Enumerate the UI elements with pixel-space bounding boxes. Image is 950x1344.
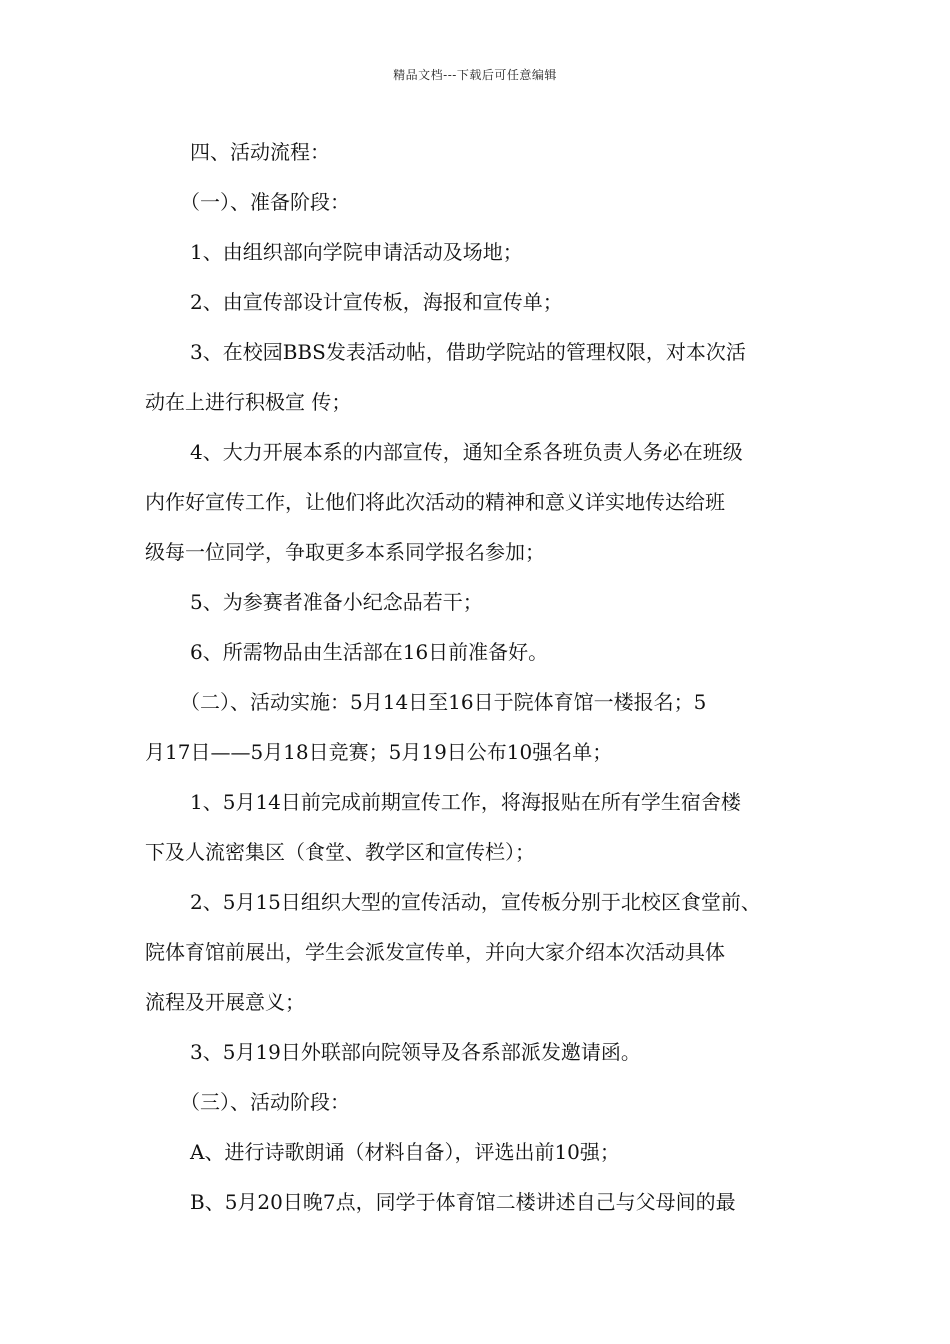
paragraph-line: B、5月20日晚7点，同学于体育馆二楼讲述自己与父母间的最	[190, 1190, 736, 1214]
paragraph-line: 2、5月15日组织大型的宣传活动，宣传板分别于北校区食堂前、	[190, 890, 761, 914]
paragraph-line: 3、在校园BBS发表活动帖，借助学院站的管理权限，对本次活	[190, 340, 746, 364]
paragraph-line: 1、由组织部向学院申请活动及场地；	[190, 240, 523, 264]
paragraph-line: 5、为参赛者准备小纪念品若干；	[190, 590, 483, 614]
subsection-heading: （三）、活动阶段：	[180, 1090, 350, 1114]
paragraph-line: 流程及开展意义；	[145, 990, 305, 1014]
paragraph-line: A、进行诗歌朗诵（材料自备），评选出前10强；	[190, 1140, 620, 1164]
paragraph-line: 1、5月14日前完成前期宣传工作，将海报贴在所有学生宿舍楼	[190, 790, 741, 814]
subsection-heading: （二）、活动实施：5月14日至16日于院体育馆一楼报名；5	[180, 690, 707, 714]
section-heading: 四、活动流程：	[190, 140, 330, 164]
subsection-heading: （一）、准备阶段：	[180, 190, 350, 214]
paragraph-line: 院体育馆前展出，学生会派发宣传单，并向大家介绍本次活动具体	[145, 940, 725, 964]
paragraph-line: 月17日——5月18日竞赛；5月19日公布10强名单；	[145, 740, 613, 764]
paragraph-line: 下及人流密集区（食堂、教学区和宣传栏）；	[145, 840, 535, 864]
page-header: 精品文档---下载后可任意编辑	[393, 68, 557, 82]
paragraph-line: 内作好宣传工作，让他们将此次活动的精神和意义详实地传达给班	[145, 490, 725, 514]
paragraph-line: 级每一位同学，争取更多本系同学报名参加；	[145, 540, 545, 564]
paragraph-line: 3、5月19日外联部向院领导及各系部派发邀请函。	[190, 1040, 641, 1064]
paragraph-line: 2、由宣传部设计宣传板，海报和宣传单；	[190, 290, 563, 314]
paragraph-line: 4、大力开展本系的内部宣传，通知全系各班负责人务必在班级	[190, 440, 743, 464]
paragraph-line: 6、所需物品由生活部在16日前准备好。	[190, 640, 549, 664]
paragraph-line: 动在上进行积极宣 传；	[145, 390, 352, 414]
